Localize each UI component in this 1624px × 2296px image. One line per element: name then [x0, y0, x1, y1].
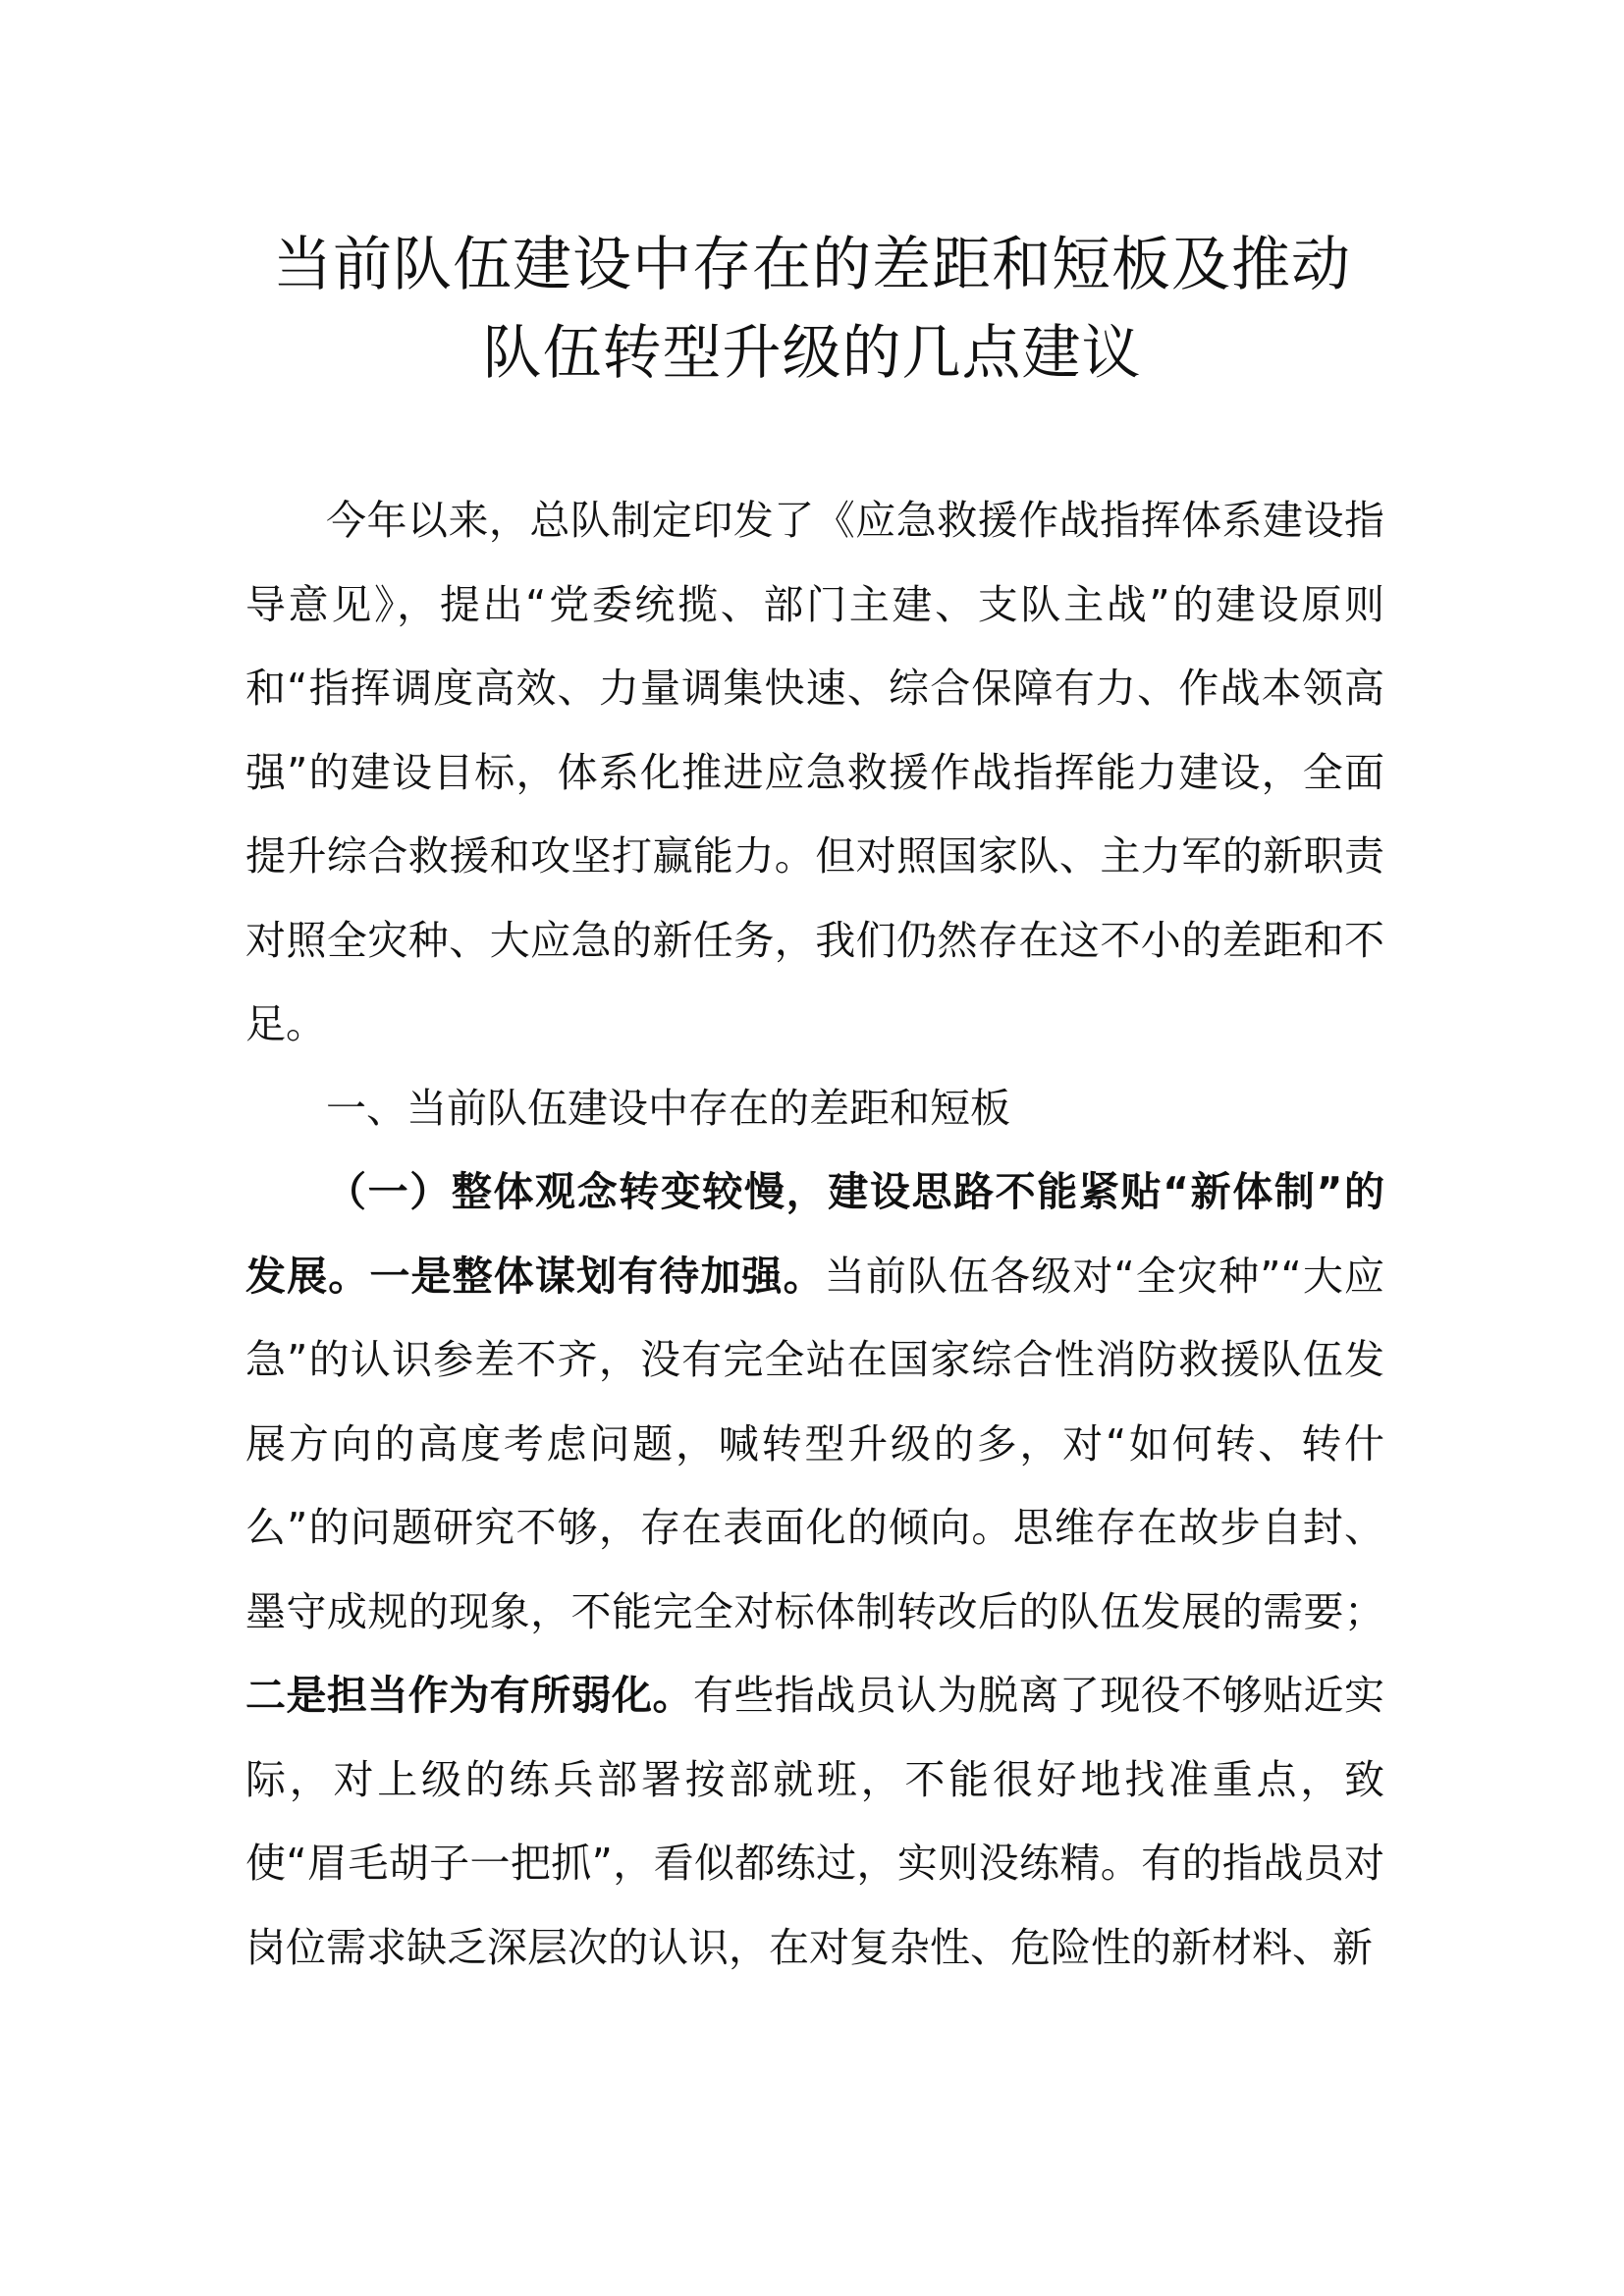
intro-paragraph: 今年以来，总队制定印发了《应急救援作战指挥体系建设指导意见》，提出“党委统揽、部门主建、支队主战”的建设原则和“指挥调度高效、力量调集快速、综合保障有力、作战本领高强”的建设目标，体系化推进应急救援作战指挥能力建设，全面提升综合救援和攻坚打赢能力。但对照国家队、主力军的新职责对照全灾种、大应急的新任务，我们仍然存在这不小的差距和不足。 [245, 497, 1384, 1047]
point-2-body-text: 有些指战员认为脱离了现役不够贴近实际，对上级的练兵部署按部就班，不能很好地找准重点，致使“眉毛胡子一把抓”，看似都练过，实则没练精。有的指战员对岗位需求缺乏深层次的认识，在对复杂性、危险性的新材料、新 [245, 1672, 1384, 1971]
title-line-2: 队伍转型升级的几点建议 [482, 319, 1142, 388]
subsection-bold-lead: （一）整体观念转变较慢，建设思路不能紧贴“新体制”的发展。一是整体谋划有待加强。 [245, 1168, 1384, 1300]
point-2-bold-lead: 二是担当作为有所弱化。 [245, 1672, 693, 1719]
section-heading-1: 一、当前队伍建设中存在的差距和短板 [326, 1084, 1010, 1132]
subsection-body-text: 当前队伍各级对“全灾种”“大应急”的认识参差不齐，没有完全站在国家综合性消防救援队伍发展方向的高度考虑问题，喊转型升级的多，对“如何转、转什么”的问题研究不够，存在表面化的倾向。思维存在故步自封、墨守成规的现象，不能完全对标体制转改后的队伍发展的需要； [245, 1252, 1384, 1635]
document-body [245, 479, 1384, 1990]
subsection-paragraph-1 [245, 1150, 1384, 1990]
document-title [236, 221, 1388, 398]
title-line-1: 当前队伍建设中存在的差距和短板及推动 [273, 231, 1351, 299]
